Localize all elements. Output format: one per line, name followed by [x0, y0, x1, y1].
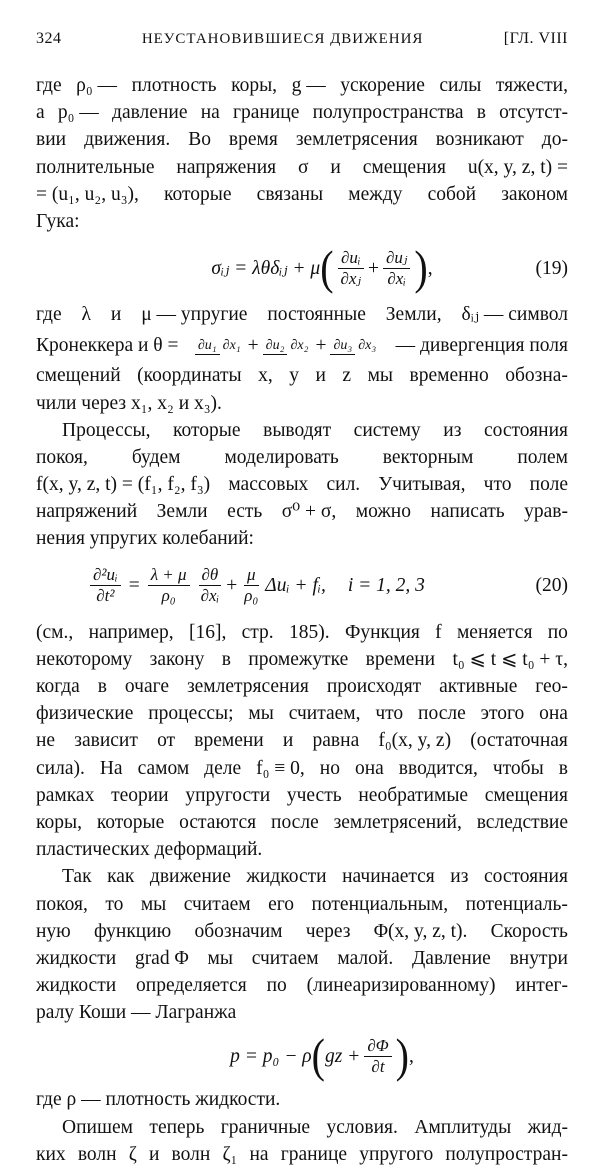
text-line: не зависит от времени и равна f₀(x, y, z) (остаточная	[36, 730, 568, 752]
paragraph-processes	[36, 444, 568, 526]
text-line: напряжений Земли есть σ⁰ + σ, можно написать урав-	[36, 501, 568, 523]
text-line: нения упругих колебаний:	[36, 528, 254, 550]
paragraph-fluid	[36, 891, 568, 1000]
eq19-fraction-2: $\frac{\text{∂uⱼ}}{\text{∂xᵢ}}$	[383, 248, 410, 289]
equation-number-19: (19)	[535, 257, 568, 279]
paragraph-boundary	[36, 1141, 568, 1168]
text-line: = (u₁, u₂, u₃), которые связаны между собой законом	[36, 183, 568, 205]
eq20-deriv: $\frac{\partial\theta}{\text{∂xᵢ}}$	[198, 565, 223, 606]
text-line: Процессы, которые выводят систему из состояния	[62, 419, 568, 441]
eq20-coef-1: $\frac{\lambda + \mu}{\text{ρ₀}}$	[148, 565, 190, 606]
text-line: жидкости определяется по (линеаризированному) интег-	[36, 975, 568, 997]
page-header	[36, 30, 568, 56]
equation-cauchy-lagrange: p = p₀ − ρ ( gz + $\frac{\partial\Phi}{\partial t}$ ) ,	[230, 1028, 414, 1083]
text-line: физические процессы; мы считаем, что после этого она	[36, 703, 568, 725]
page-body	[36, 72, 568, 1168]
running-title: НЕУСТАНОВИВШИЕСЯ ДВИЖЕНИЯ	[141, 31, 424, 47]
text-line: смещений (координаты x, y и z мы временно обозна-	[36, 365, 568, 387]
text-line: вии движения. Во время землетрясения возникают до-	[36, 129, 568, 151]
text-line: сила). На самом деле f₀ ≡ 0, но она вводится, чтобы в	[36, 757, 568, 779]
text-line: жидкости grad Φ мы считаем малой. Давление внутри	[36, 947, 568, 969]
paragraph-density	[36, 72, 568, 208]
left-paren: (	[320, 240, 334, 295]
text-line: покоя, будем моделировать векторным полем	[36, 446, 568, 468]
text-line: Так как движение жидкости начинается из состояния	[62, 866, 568, 888]
text-line: где ρ₀ — плотность коры, g — ускорение силы тяжести,	[36, 75, 568, 96]
text-line: когда в очаге землетрясения происходят активные гео-	[36, 676, 568, 697]
text-line: покоя, то мы считаем его потенциальным, потенциаль-	[36, 893, 568, 915]
text-line: пластических деформаций.	[36, 839, 263, 861]
text-line: коры, которые остаются после землетрясений, вследствие	[36, 811, 568, 833]
text-line: некоторому закону в промежутке времени t₀ ⩽ t ⩽ t₀ + τ,	[36, 648, 568, 670]
eq19-lhs: σᵢⱼ = λθδᵢⱼ + μ	[211, 257, 321, 279]
eq19-plus: +	[367, 257, 379, 279]
equation-number-20: (20)	[535, 575, 568, 597]
book-page	[36, 30, 568, 1168]
text-line: полнительные напряжения σ и смещения u(x, y, z, t) =	[36, 156, 568, 178]
text-line: а p₀ — давление на границе полупространства в отсутст-	[36, 102, 568, 124]
text-line: Гука:	[36, 210, 80, 232]
page-number: 324	[36, 30, 62, 47]
text-line-kronecker: Кронеккера и θ = ∂u₁ ∂x₁ + ∂u₂ ∂x₂ + ∂u₃ ∂x₃ — дивергенция поля	[36, 334, 568, 356]
text-line: Опишем теперь граничные условия. Амплитуды жид-	[62, 1116, 568, 1138]
equation-19: σᵢⱼ = λθδᵢⱼ + μ ( $\frac{\text{∂uᵢ}}{\text{∂xⱼ}}$ + $\frac{\text{∂uⱼ}}{\text{∂xᵢ}}$ ) , (19)	[211, 240, 568, 295]
text-line: где λ и μ — упругие постоянные Земли, δᵢⱼ — символ	[36, 304, 568, 326]
text-line: (см., например, [16], стр. 185). Функция f меняется по	[36, 621, 568, 643]
right-paren: )	[414, 240, 428, 295]
paragraph-function-f	[36, 619, 568, 837]
text-line: ких волн ζ и волн ζ₁ на границе упругого полупростран-	[36, 1143, 568, 1165]
eq19-fraction-1: $\frac{\text{∂uᵢ}}{\text{∂xⱼ}}$	[338, 248, 364, 289]
text-line: f(x, y, z, t) = (f₁, f₂, f₃) массовых сил. Учитывая, что поле	[36, 474, 568, 496]
text-line: рамках теории упругости учесть необратимые смещения	[36, 784, 568, 806]
equation-20: $\frac{\text{∂²uᵢ}}{\text{∂t²}}$ = $\frac{\lambda + \mu}{\text{ρ₀}}$ $\frac{\partial\theta}{\text{∂xᵢ}}$ + $\frac{\mu}{\text{ρ₀}}$ Δuᵢ + fᵢ, i = 1, 2, 3 (20)	[36, 553, 568, 619]
chapter-label: [ГЛ. VIII	[503, 30, 568, 47]
text-line: ную функцию обозначим через Φ(x, y, z, t). Скорость	[36, 920, 568, 942]
text-line: где ρ — плотность жидкости.	[36, 1089, 281, 1111]
eq20-lhs: $\frac{\text{∂²uᵢ}}{\text{∂t²}}$	[90, 565, 121, 606]
text-line: ралу Коши — Лагранжа	[36, 1002, 237, 1024]
eq3-fraction: $\frac{\partial\Phi}{\partial t}$	[364, 1036, 391, 1077]
text-line: чили через x₁, x₂ и x₃).	[36, 392, 222, 414]
eq20-coef-2: $\frac{\mu}{\text{ρ₀}}$	[244, 565, 259, 606]
